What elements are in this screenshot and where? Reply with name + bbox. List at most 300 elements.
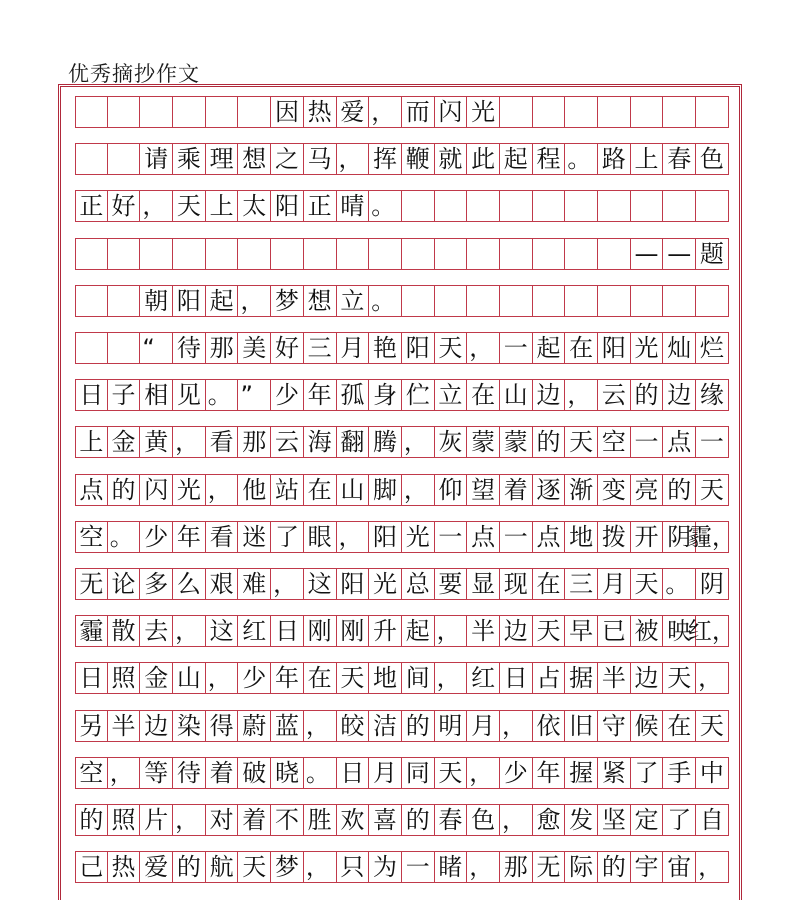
grid-cell xyxy=(533,238,566,270)
grid-cell: 一 xyxy=(500,521,533,553)
grid-cell: 不 xyxy=(271,804,304,836)
grid-cell xyxy=(565,190,598,222)
grid-cell: 三 xyxy=(565,568,598,600)
grid-row xyxy=(75,804,729,836)
grid-cell: ， xyxy=(467,757,500,789)
grid-cell: 上 xyxy=(631,143,664,175)
grid-cell: 一 xyxy=(435,521,468,553)
grid-cell: 乘 xyxy=(173,143,206,175)
grid-cell: 空 xyxy=(75,521,108,553)
grid-cell: 宙 xyxy=(663,851,696,883)
grid-cell: 天 xyxy=(696,710,729,742)
grid-cell: 日 xyxy=(75,379,108,411)
grid-cell: ， xyxy=(271,568,304,600)
grid-cell: 一 xyxy=(402,851,435,883)
grid-cell: ， xyxy=(402,474,435,506)
grid-cell: ， xyxy=(238,285,271,317)
grid-cell: ， xyxy=(304,851,337,883)
grid-cell: 地 xyxy=(369,662,402,694)
grid-cell xyxy=(402,190,435,222)
grid-cell xyxy=(696,190,729,222)
grid-cell: 光 xyxy=(631,332,664,364)
grid-cell xyxy=(565,285,598,317)
grid-cell: 天 xyxy=(435,332,468,364)
grid-cell: 只 xyxy=(337,851,370,883)
grid-cell: 程 xyxy=(533,143,566,175)
grid-cell xyxy=(598,238,631,270)
grid-cell: 去 xyxy=(140,615,173,647)
grid-cell: 逐 xyxy=(533,474,566,506)
grid-cell: 光 xyxy=(369,568,402,600)
grid-cell: 阳 xyxy=(173,285,206,317)
grid-cell: 美 xyxy=(238,332,271,364)
grid-cell: 路 xyxy=(598,143,631,175)
grid-paper xyxy=(58,84,742,900)
grid-cell: 烂 xyxy=(696,332,729,364)
grid-cell: 明 xyxy=(435,710,468,742)
grid-row xyxy=(75,143,729,175)
grid-cell: 月 xyxy=(467,710,500,742)
grid-cell: 半 xyxy=(108,710,141,742)
grid-cell: 晴 xyxy=(337,190,370,222)
grid-cell: 渐 xyxy=(565,474,598,506)
grid-cell: 上 xyxy=(75,426,108,458)
grid-cell: 的 xyxy=(663,474,696,506)
grid-cell: 挥 xyxy=(369,143,402,175)
grid-cell: 爱 xyxy=(140,851,173,883)
grid-cell: 年 xyxy=(304,379,337,411)
grid-cell: 边 xyxy=(140,710,173,742)
grid-cell: 山 xyxy=(500,379,533,411)
grid-cell: 年 xyxy=(173,521,206,553)
grid-cell xyxy=(565,238,598,270)
grid-cell: 仰 xyxy=(435,474,468,506)
grid-cell: 阳 xyxy=(337,568,370,600)
grid-cell: 上 xyxy=(206,190,239,222)
grid-cell: 边 xyxy=(533,379,566,411)
grid-cell: 月 xyxy=(369,757,402,789)
grid-cell: 这 xyxy=(206,615,239,647)
grid-cell: 色 xyxy=(696,143,729,175)
grid-cell: 看 xyxy=(206,426,239,458)
grid-cell: 刚 xyxy=(337,615,370,647)
grid-cell: ， xyxy=(206,662,239,694)
grid-cell: 之 xyxy=(271,143,304,175)
grid-cell xyxy=(500,190,533,222)
grid-cell: 另 xyxy=(75,710,108,742)
grid-cell: 光 xyxy=(467,96,500,128)
grid-cell: 的 xyxy=(402,710,435,742)
grid-row xyxy=(75,426,729,458)
grid-cell: 天 xyxy=(238,851,271,883)
grid-cell: 相 xyxy=(140,379,173,411)
grid-cell: — xyxy=(631,238,664,270)
grid-cell: 梦 xyxy=(271,285,304,317)
grid-cell: 半 xyxy=(467,615,500,647)
grid-cell: 发 xyxy=(565,804,598,836)
grid-row xyxy=(75,615,736,647)
grid-cell: 光 xyxy=(173,474,206,506)
grid-cell: 正 xyxy=(75,190,108,222)
grid-cell: 一 xyxy=(500,332,533,364)
grid-cell: 着 xyxy=(500,474,533,506)
grid-cell: 伫 xyxy=(402,379,435,411)
grid-cell: 变 xyxy=(598,474,631,506)
grid-row xyxy=(75,474,729,506)
grid-cell xyxy=(500,285,533,317)
grid-cell: 的 xyxy=(173,851,206,883)
grid-cell xyxy=(108,332,141,364)
grid-cell xyxy=(598,285,631,317)
grid-cell: 空 xyxy=(75,757,108,789)
grid-cell: 望 xyxy=(467,474,500,506)
grid-cell: 日 xyxy=(500,662,533,694)
grid-cell: 一 xyxy=(631,426,664,458)
grid-cell: ， xyxy=(304,710,337,742)
grid-cell: 闪 xyxy=(140,474,173,506)
grid-cell: 热 xyxy=(108,851,141,883)
grid-cell: 立 xyxy=(337,285,370,317)
grid-cell xyxy=(663,285,696,317)
grid-cell: 亮 xyxy=(631,474,664,506)
grid-cell xyxy=(75,285,108,317)
grid-cell: 金 xyxy=(108,426,141,458)
grid-cell: ， xyxy=(402,426,435,458)
grid-cell: 。 xyxy=(369,190,402,222)
grid-cell: 无 xyxy=(75,568,108,600)
grid-cell xyxy=(533,285,566,317)
grid-cell: 显 xyxy=(467,568,500,600)
grid-cell: 身 xyxy=(369,379,402,411)
grid-cell xyxy=(467,190,500,222)
grid-cell: 现 xyxy=(500,568,533,600)
grid-cell: 着 xyxy=(206,757,239,789)
grid-cell: 蔚 xyxy=(238,710,271,742)
grid-cell: 起 xyxy=(402,615,435,647)
grid-cell xyxy=(467,285,500,317)
grid-cell: 了 xyxy=(631,757,664,789)
grid-cell xyxy=(565,96,598,128)
grid-cell: 那 xyxy=(238,426,271,458)
grid-row xyxy=(75,662,729,694)
grid-cell: 那 xyxy=(206,332,239,364)
grid-row xyxy=(75,379,729,411)
grid-cell: 点 xyxy=(75,474,108,506)
grid-cell: 少 xyxy=(238,662,271,694)
grid-cell: 艳 xyxy=(369,332,402,364)
grid-cell xyxy=(304,238,337,270)
grid-row xyxy=(75,332,729,364)
grid-cell xyxy=(663,96,696,128)
grid-cell: 此 xyxy=(467,143,500,175)
grid-cell: 紧 xyxy=(598,757,631,789)
grid-cell xyxy=(598,190,631,222)
grid-cell: ” xyxy=(238,379,271,411)
grid-cell: 三 xyxy=(304,332,337,364)
grid-cell: 日 xyxy=(337,757,370,789)
grid-cell: 得 xyxy=(206,710,239,742)
grid-cell: 的 xyxy=(631,379,664,411)
grid-cell: 际 xyxy=(565,851,598,883)
grid-cell: 待 xyxy=(173,332,206,364)
grid-cell: 山 xyxy=(173,662,206,694)
grid-cell: 待 xyxy=(173,757,206,789)
grid-cell: 起 xyxy=(533,332,566,364)
grid-cell: 。 xyxy=(304,757,337,789)
grid-cell: 迷 xyxy=(238,521,271,553)
grid-cell: 梦 xyxy=(271,851,304,883)
grid-cell xyxy=(631,96,664,128)
grid-cell: 起 xyxy=(500,143,533,175)
grid-cell: 了 xyxy=(271,521,304,553)
grid-cell: 鞭 xyxy=(402,143,435,175)
grid-cell: 边 xyxy=(500,615,533,647)
grid-cell: 了 xyxy=(663,804,696,836)
grid-cell: 。 xyxy=(108,521,141,553)
grid-cell: 眼 xyxy=(304,521,337,553)
grid-cell: 点 xyxy=(663,426,696,458)
grid-cell: 在 xyxy=(467,379,500,411)
grid-cell: 海 xyxy=(304,426,337,458)
grid-cell: 点 xyxy=(533,521,566,553)
grid-cell: 自 xyxy=(696,804,729,836)
grid-cell: 。 xyxy=(663,568,696,600)
grid-cell: ， xyxy=(467,851,500,883)
grid-cell xyxy=(663,190,696,222)
grid-cell: 蒙 xyxy=(467,426,500,458)
grid-cell xyxy=(206,238,239,270)
grid-cell: 旧 xyxy=(565,710,598,742)
grid-cell: 腾 xyxy=(369,426,402,458)
grid-cell: 月 xyxy=(337,332,370,364)
grid-cell xyxy=(696,285,729,317)
grid-cell: ， xyxy=(173,804,206,836)
grid-row xyxy=(75,238,729,270)
grid-cell xyxy=(435,238,468,270)
grid-cell: 天 xyxy=(631,568,664,600)
grid-cell: 等 xyxy=(140,757,173,789)
grid-cell: 难 xyxy=(238,568,271,600)
grid-cell: 少 xyxy=(271,379,304,411)
grid-cell: 握 xyxy=(565,757,598,789)
grid-row xyxy=(75,851,729,883)
grid-cell: 航 xyxy=(206,851,239,883)
grid-cell: 天 xyxy=(173,190,206,222)
grid-cell: 的 xyxy=(533,426,566,458)
grid-cell: 胜 xyxy=(304,804,337,836)
grid-cell xyxy=(631,190,664,222)
grid-cell: 蒙 xyxy=(500,426,533,458)
grid-cell: ， xyxy=(173,615,206,647)
grid-cell: 宇 xyxy=(631,851,664,883)
grid-cell: 一 xyxy=(696,426,729,458)
grid-cell: 阳 xyxy=(369,521,402,553)
grid-row xyxy=(75,710,729,742)
grid-cell: 在 xyxy=(565,332,598,364)
grid-cell: — xyxy=(663,238,696,270)
grid-cell: 候 xyxy=(631,710,664,742)
grid-cell: ， xyxy=(435,615,468,647)
grid-cell: 坚 xyxy=(598,804,631,836)
grid-cell: 总 xyxy=(402,568,435,600)
grid-cell: ， xyxy=(337,143,370,175)
grid-cell: 起 xyxy=(206,285,239,317)
grid-cell: 空 xyxy=(598,426,631,458)
grid-cell: 同 xyxy=(402,757,435,789)
grid-cell: 皎 xyxy=(337,710,370,742)
grid-cell: 欢 xyxy=(337,804,370,836)
grid-cell: 色 xyxy=(467,804,500,836)
grid-cell: 蓝 xyxy=(271,710,304,742)
grid-cell: 睹 xyxy=(435,851,468,883)
grid-cell: 中 xyxy=(696,757,729,789)
grid-row xyxy=(75,757,729,789)
grid-cell: ， xyxy=(337,521,370,553)
grid-cell xyxy=(500,96,533,128)
grid-cell: 照 xyxy=(108,804,141,836)
grid-cell: 想 xyxy=(304,285,337,317)
grid-cell: 请 xyxy=(140,143,173,175)
grid-cell: 见 xyxy=(173,379,206,411)
grid-cell: 年 xyxy=(271,662,304,694)
grid-cell: 朝 xyxy=(140,285,173,317)
grid-cell: 热 xyxy=(304,96,337,128)
grid-cell: 照 xyxy=(108,662,141,694)
grid-cell: 拨 xyxy=(598,521,631,553)
grid-cell: 已 xyxy=(598,615,631,647)
grid-cell: ， xyxy=(140,190,173,222)
grid-cell: 春 xyxy=(663,143,696,175)
grid-cell: 阳 xyxy=(271,190,304,222)
grid-cell: 手 xyxy=(663,757,696,789)
grid-cell: 霾， xyxy=(687,522,736,551)
grid-cell: 多 xyxy=(140,568,173,600)
grid-cell: ， xyxy=(435,662,468,694)
grid-cell: 己 xyxy=(75,851,108,883)
grid-cell: 边 xyxy=(663,379,696,411)
grid-cell xyxy=(467,238,500,270)
grid-cell: 在 xyxy=(304,474,337,506)
grid-cell xyxy=(75,238,108,270)
grid-cell: ， xyxy=(108,757,141,789)
grid-cell xyxy=(533,96,566,128)
grid-cell: 站 xyxy=(271,474,304,506)
grid-cell: 艰 xyxy=(206,568,239,600)
grid-cell: 子 xyxy=(108,379,141,411)
grid-cell: 阴 xyxy=(663,521,696,553)
grid-cell: 占 xyxy=(533,662,566,694)
grid-cell: 无 xyxy=(533,851,566,883)
grid-cell: ， xyxy=(500,710,533,742)
grid-cell: 在 xyxy=(663,710,696,742)
grid-cell: 就 xyxy=(435,143,468,175)
grid-cell: 地 xyxy=(565,521,598,553)
grid-cell: ， xyxy=(696,662,729,694)
grid-cell xyxy=(140,238,173,270)
grid-cell: 春 xyxy=(435,804,468,836)
grid-cell: ， xyxy=(500,804,533,836)
grid-cell: ， xyxy=(467,332,500,364)
grid-cell xyxy=(598,96,631,128)
grid-cell: 理 xyxy=(206,143,239,175)
grid-cell: 刚 xyxy=(304,615,337,647)
grid-cell: 。 xyxy=(206,379,239,411)
grid-cell xyxy=(75,143,108,175)
grid-cell xyxy=(238,96,271,128)
grid-cell xyxy=(435,285,468,317)
grid-cell: 升 xyxy=(369,615,402,647)
grid-cell: 。 xyxy=(565,143,598,175)
grid-cell: 金 xyxy=(140,662,173,694)
grid-cell: 好 xyxy=(108,190,141,222)
grid-cell xyxy=(337,238,370,270)
grid-cell: 天 xyxy=(663,662,696,694)
grid-cell: 题 xyxy=(696,238,729,270)
grid-cell: ， xyxy=(369,96,402,128)
grid-cell: 破 xyxy=(238,757,271,789)
grid-row xyxy=(75,568,729,600)
page-header: 优秀摘抄作文 xyxy=(68,62,200,86)
grid-cell: 为 xyxy=(369,851,402,883)
grid-cell: 晓 xyxy=(271,757,304,789)
grid-cell: 天 xyxy=(533,615,566,647)
grid-cell: 光 xyxy=(402,521,435,553)
grid-cell: 愈 xyxy=(533,804,566,836)
grid-cell: ， xyxy=(173,426,206,458)
grid-cell: 山 xyxy=(337,474,370,506)
grid-cell: 的 xyxy=(598,851,631,883)
grid-cell: 映 xyxy=(663,615,696,647)
grid-cell: 片 xyxy=(140,804,173,836)
grid-cell: 天 xyxy=(337,662,370,694)
grid-cell: 缘 xyxy=(696,379,729,411)
grid-cell xyxy=(206,96,239,128)
grid-cell: 的 xyxy=(108,474,141,506)
grid-cell: 少 xyxy=(140,521,173,553)
grid-cell xyxy=(108,143,141,175)
grid-cell xyxy=(696,96,729,128)
grid-cell: 在 xyxy=(533,568,566,600)
grid-cell xyxy=(75,332,108,364)
grid-cell: 黄 xyxy=(140,426,173,458)
grid-cell xyxy=(108,96,141,128)
grid-cell: 月 xyxy=(598,568,631,600)
grid-cell: 天 xyxy=(435,757,468,789)
grid-cell: 么 xyxy=(173,568,206,600)
grid-cell: 对 xyxy=(206,804,239,836)
grid-cell: 他 xyxy=(238,474,271,506)
grid-cell xyxy=(108,285,141,317)
grid-cell: 那 xyxy=(500,851,533,883)
grid-cell: 云 xyxy=(598,379,631,411)
grid-cell: “ xyxy=(140,332,173,364)
grid-cell: 依 xyxy=(533,710,566,742)
grid-cell: 论 xyxy=(108,568,141,600)
grid-cell: 的 xyxy=(75,804,108,836)
grid-row xyxy=(75,521,736,553)
grid-cell: 染 xyxy=(173,710,206,742)
grid-cell: 散 xyxy=(108,615,141,647)
grid-cell: 因 xyxy=(271,96,304,128)
grid-cell: 翻 xyxy=(337,426,370,458)
grid-cell: 云 xyxy=(271,426,304,458)
grid-cell: 定 xyxy=(631,804,664,836)
grid-cell: 孤 xyxy=(337,379,370,411)
grid-cell: 。 xyxy=(369,285,402,317)
grid-cell: 着 xyxy=(238,804,271,836)
grid-cell: 而 xyxy=(402,96,435,128)
grid-cell: 红， xyxy=(687,617,736,646)
